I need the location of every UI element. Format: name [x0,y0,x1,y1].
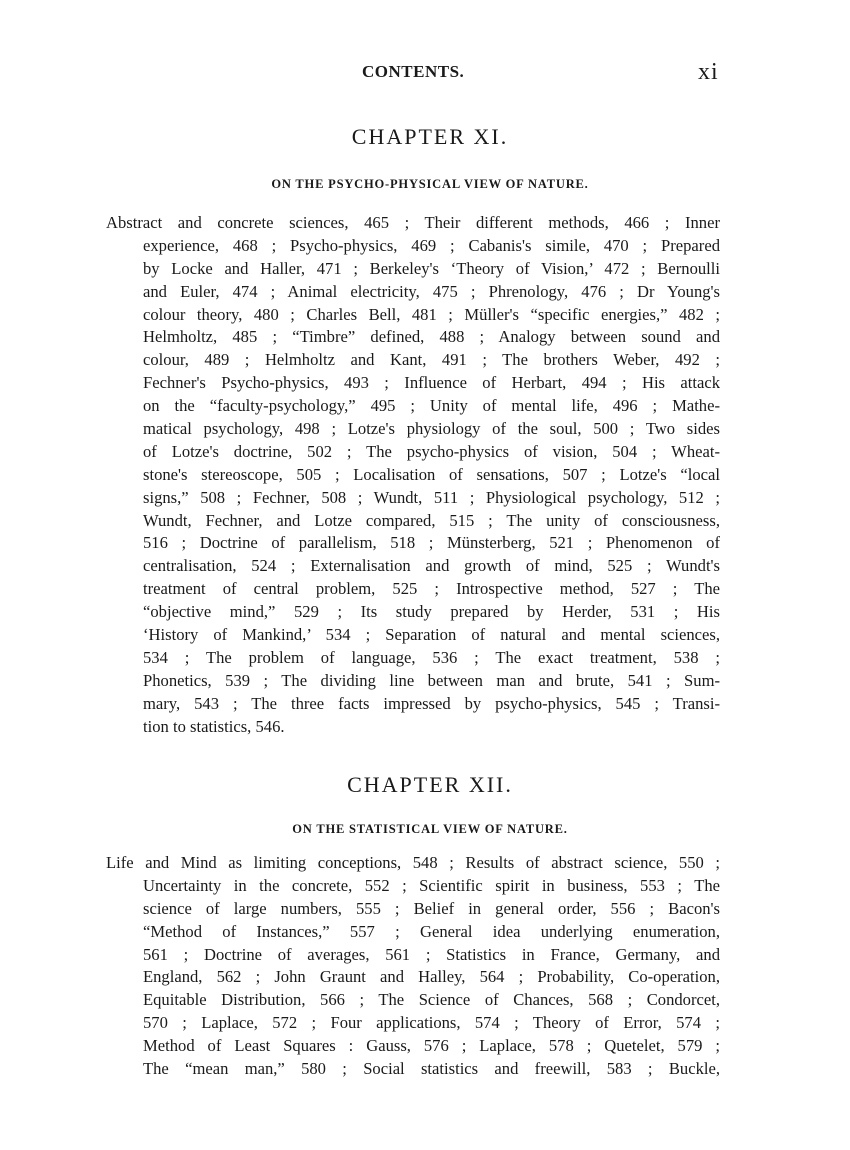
summary-line: 534 ; The problem of language, 536 ; The exact treatment, 538 ; [143,647,720,667]
summary-line: centralisation, 524 ; Externalisation and growth of mind, 525 ; Wundt's [143,556,720,576]
summary-line: Phonetics, 539 ; The dividing line between man and brute, 541 ; Sum- [143,670,720,690]
summary-line: Uncertainty in the concrete, 552 ; Scientific spirit in business, 553 ; The [143,875,720,895]
summary-line: “objective mind,” 529 ; Its study prepared by Herder, 531 ; His [143,602,720,622]
summary-line: England, 562 ; John Graunt and Halley, 564 ; Probability, Co-operation, [143,967,720,987]
summary-line: 516 ; Doctrine of parallelism, 518 ; Münsterberg, 521 ; Phenomenon of [143,533,720,553]
summary-line: matical psychology, 498 ; Lotze's physiology of the soul, 500 ; Two sides [143,419,720,439]
chapter-subtitle: ON THE PSYCHO-PHYSICAL VIEW OF NATURE. [271,177,589,191]
summary-line: 570 ; Laplace, 572 ; Four applications, 574 ; Theory of Error, 574 ; [143,1013,720,1033]
summary-line: 561 ; Doctrine of averages, 561 ; Statistics in France, Germany, and [143,944,720,964]
running-title: CONTENTS. [362,62,465,81]
chapter-heading: CHAPTER XII. [347,772,513,797]
summary-line: Life and Mind as limiting conceptions, 548 ; Results of abstract science, 550 ; [106,853,720,872]
summary-line: Equitable Distribution, 566 ; The Science of Chances, 568 ; Condorcet, [143,990,720,1010]
chapter-heading: CHAPTER XI. [351,124,509,149]
running-head [0,59,850,86]
summary-line: Abstract and concrete sciences, 465 ; Their different methods, 466 ; Inner [106,213,720,232]
summary-line: by Locke and Haller, 471 ; Berkeley's ‘Theory of Vision,’ 472 ; Bernoulli [143,258,720,278]
summary-line: colour, 489 ; Helmholtz and Kant, 491 ; The brothers Weber, 492 ; [143,350,720,370]
summary-line: Method of Least Squares : Gauss, 576 ; Laplace, 578 ; Quetelet, 579 ; [143,1036,720,1056]
summary-line: Wundt, Fechner, and Lotze compared, 515 ; The unity of consciousness, [143,510,720,530]
summary-line: treatment of central problem, 525 ; Introspective method, 527 ; The [143,579,720,599]
summary-line: stone's stereoscope, 505 ; Localisation of sensations, 507 ; Lotze's “local [143,464,720,484]
summary-line: of Lotze's doctrine, 502 ; The psycho-physics of vision, 504 ; Wheat- [143,441,720,461]
page-number: xi [698,59,719,85]
summary-line: signs,” 508 ; Fechner, 508 ; Wundt, 511 ; Physiological psychology, 512 ; [143,487,720,507]
summary-line: ‘History of Mankind,’ 534 ; Separation of natural and mental sciences, [143,625,720,645]
summary-line: “Method of Instances,” 557 ; General idea underlying enumeration, [143,921,720,941]
summary-line: experience, 468 ; Psycho-physics, 469 ; Cabanis's simile, 470 ; Prepared [143,235,720,255]
chapter-subtitle: ON THE STATISTICAL VIEW OF NATURE. [292,822,568,836]
summary-line: science of large numbers, 555 ; Belief in general order, 556 ; Bacon's [143,898,720,918]
summary-line: on the “faculty-psychology,” 495 ; Unity of mental life, 496 ; Mathe- [143,396,720,416]
chapter-summary [106,852,720,1081]
chapter-summary [106,212,720,738]
summary-line: mary, 543 ; The three facts impressed by psycho-physics, 545 ; Transi- [143,693,720,713]
summary-line: tion to statistics, 546. [143,716,285,736]
summary-line: The “mean man,” 580 ; Social statistics and freewill, 583 ; Buckle, [143,1059,720,1079]
summary-line: Fechner's Psycho-physics, 493 ; Influence of Herbart, 494 ; His attack [143,373,720,393]
summary-line: colour theory, 480 ; Charles Bell, 481 ; Müller's “specific energies,” 482 ; [143,304,720,324]
summary-line: Helmholtz, 485 ; “Timbre” defined, 488 ; Analogy between sound and [143,327,720,347]
summary-line: and Euler, 474 ; Animal electricity, 475 ; Phrenology, 476 ; Dr Young's [143,281,720,301]
